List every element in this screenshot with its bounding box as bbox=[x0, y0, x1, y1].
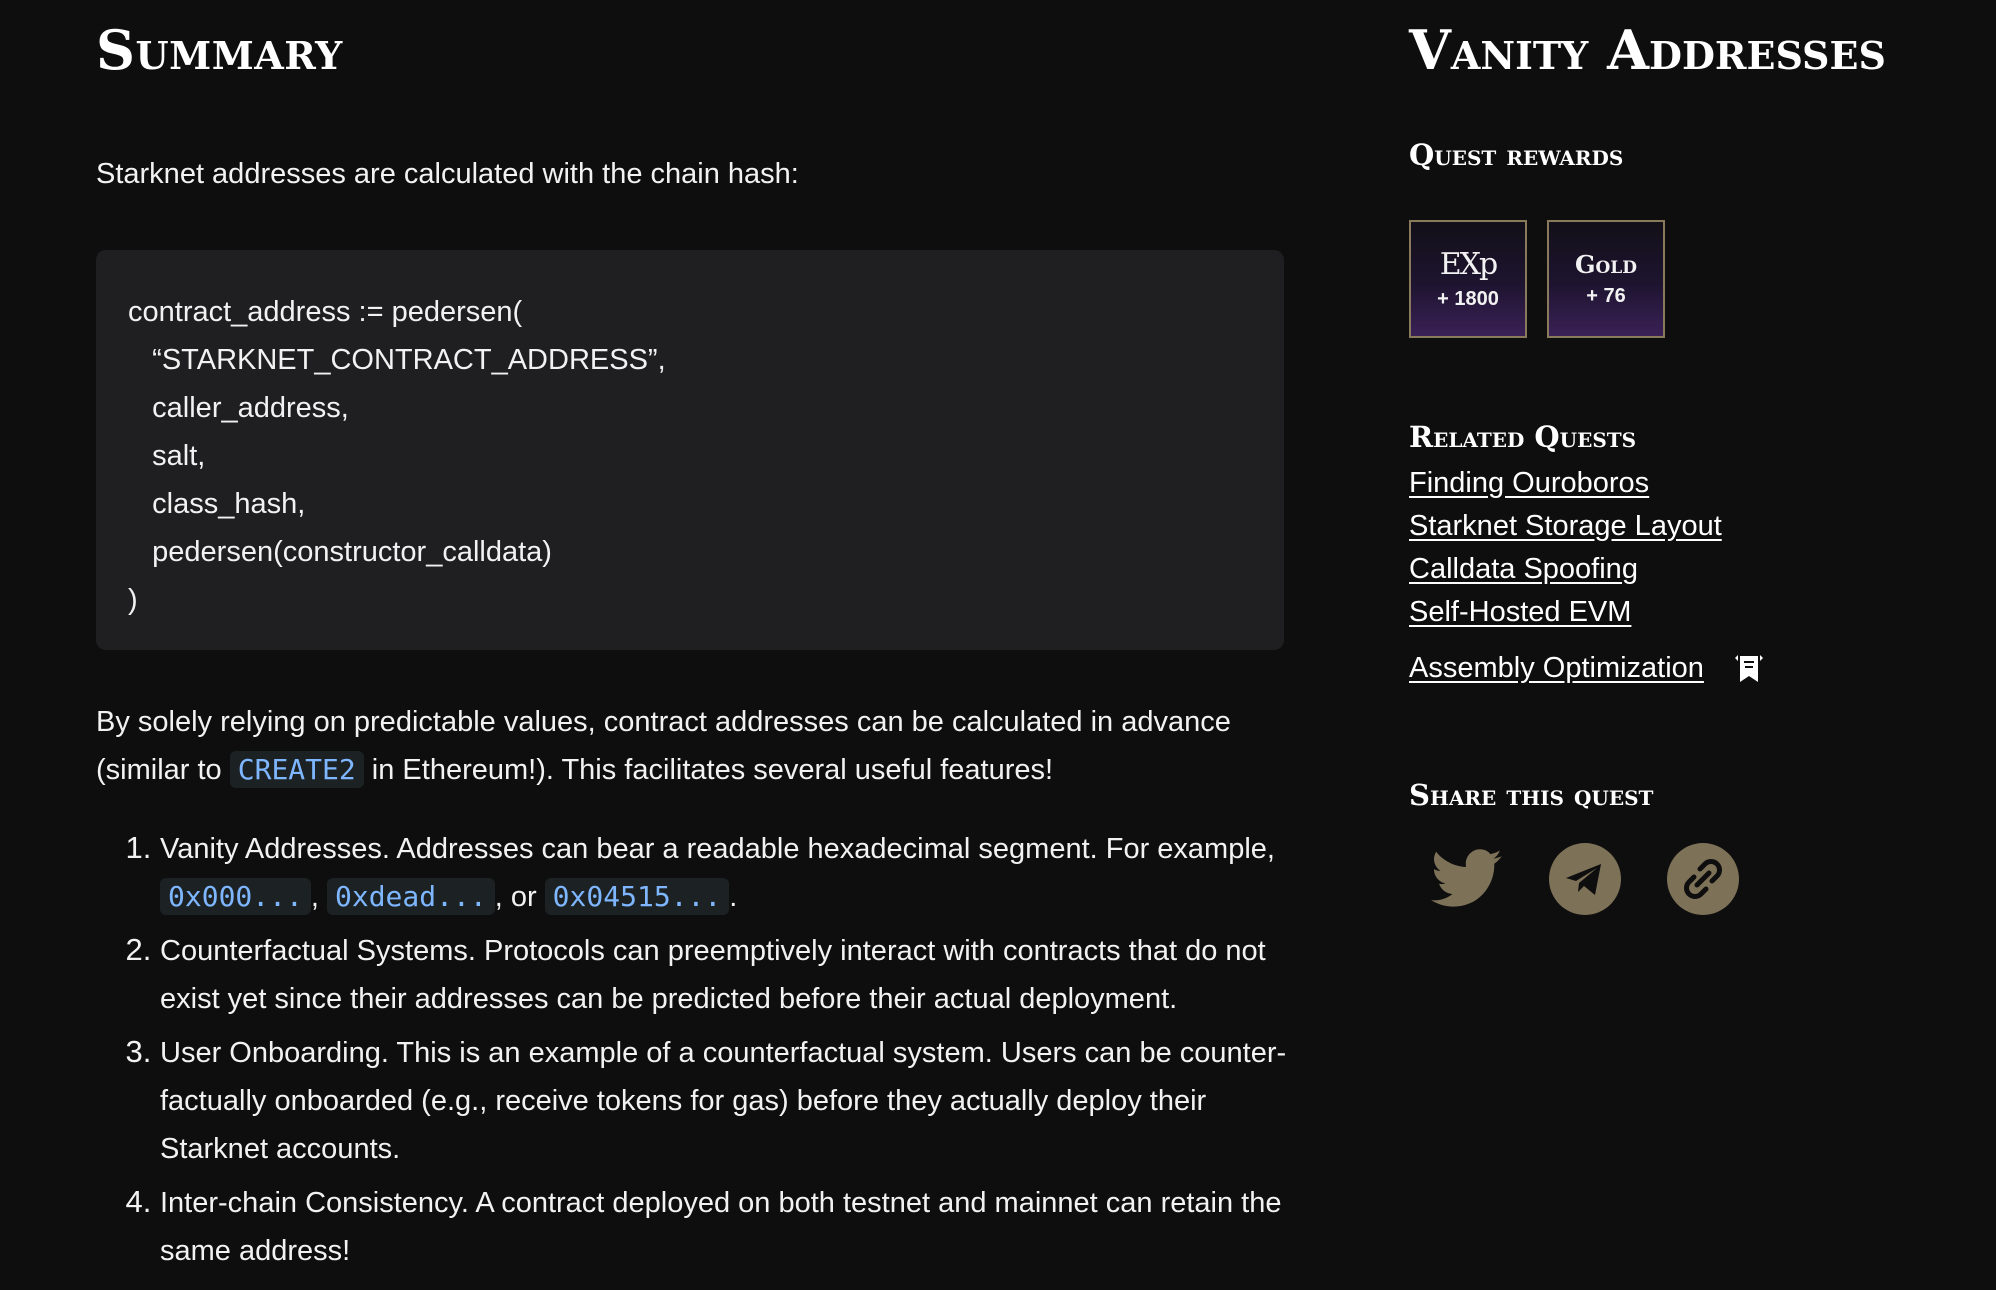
list-item bbox=[1409, 647, 1764, 690]
list-item: 3. User Onboarding. This is an example of a counterfactual system. Users can be counter-factually onboarded (e.g., receive tokens for gas) before they actually deploy their Starknet accounts. bbox=[160, 1028, 1310, 1173]
related-quest-link[interactable]: Assembly Optimization bbox=[1409, 652, 1704, 684]
rewards-row bbox=[1409, 220, 1665, 338]
list-item bbox=[1409, 505, 1764, 548]
twitter-icon bbox=[1431, 849, 1503, 909]
code-line: ) bbox=[128, 584, 138, 616]
code-line: class_hash, bbox=[128, 488, 306, 520]
paragraph-text: in Ethereum!). This facilitates several useful features! bbox=[363, 754, 1054, 786]
code-line: “STARKNET_CONTRACT_ADDRESS”, bbox=[128, 344, 666, 376]
list-item bbox=[1409, 462, 1764, 505]
separator: . bbox=[729, 881, 738, 913]
banner-icon bbox=[1734, 653, 1764, 685]
list-item: 4. Inter-chain Consistency. A contract deployed on both testnet and mainnet can retain the same address! bbox=[160, 1178, 1310, 1275]
separator: , or bbox=[494, 881, 545, 913]
related-heading: Related Quests bbox=[1409, 420, 1637, 454]
code-line: salt, bbox=[128, 440, 206, 472]
inline-code: 0x04515... bbox=[545, 878, 730, 915]
inline-code-create2: CREATE2 bbox=[230, 751, 364, 788]
share-link-button[interactable] bbox=[1667, 843, 1739, 915]
reward-gold bbox=[1547, 220, 1665, 338]
related-quest-link[interactable]: Self-Hosted EVM bbox=[1409, 596, 1632, 628]
list-item bbox=[160, 824, 1310, 921]
features-list bbox=[96, 824, 1310, 1280]
reward-exp bbox=[1409, 220, 1527, 338]
share-buttons bbox=[1431, 843, 1739, 915]
inline-code: 0x000... bbox=[160, 878, 311, 915]
related-quest-link[interactable]: Starknet Storage Layout bbox=[1409, 510, 1722, 542]
reward-value: + 1800 bbox=[1437, 288, 1499, 310]
link-icon bbox=[1667, 843, 1739, 915]
rewards-heading: Quest rewards bbox=[1409, 138, 1624, 172]
code-block bbox=[96, 250, 1284, 650]
gold-icon: Gold bbox=[1575, 250, 1637, 279]
feature-text: Vanity Addresses. Addresses can bear a readable hexadecimal segment. For example, bbox=[160, 833, 1275, 865]
share-twitter-button[interactable] bbox=[1431, 843, 1503, 915]
quest-title: Vanity Addresses bbox=[1409, 18, 1886, 82]
related-quest-link[interactable]: Calldata Spoofing bbox=[1409, 553, 1638, 585]
telegram-icon bbox=[1549, 843, 1621, 915]
inline-code: 0xdead... bbox=[327, 878, 495, 915]
share-telegram-button[interactable] bbox=[1549, 843, 1621, 915]
list-item: 2. Counterfactual Systems. Protocols can preemptively interact with contracts that do not exist yet since their addresses can be predicted before their actual deployment. bbox=[160, 926, 1310, 1023]
related-quests-list bbox=[1409, 462, 1764, 690]
code-line: pedersen(constructor_calldata) bbox=[128, 536, 552, 568]
paragraph-text: By solely relying on predictable values, contract addresses can be calculated in advance (similar to bbox=[96, 706, 1231, 786]
exp-icon: EXp bbox=[1439, 247, 1497, 282]
reward-value: + 76 bbox=[1586, 285, 1626, 307]
share-heading: Share this quest bbox=[1409, 778, 1654, 812]
list-item bbox=[1409, 591, 1764, 634]
related-quest-link[interactable]: Finding Ouroboros bbox=[1409, 467, 1650, 499]
summary-title: Summary bbox=[96, 18, 343, 82]
separator: , bbox=[310, 881, 327, 913]
code-line: contract_address := pedersen( bbox=[128, 296, 523, 328]
list-item bbox=[1409, 548, 1764, 591]
code-line: caller_address, bbox=[128, 392, 349, 424]
summary-intro: Starknet addresses are calculated with the chain hash: bbox=[96, 158, 799, 190]
summary-paragraph bbox=[96, 698, 1286, 794]
